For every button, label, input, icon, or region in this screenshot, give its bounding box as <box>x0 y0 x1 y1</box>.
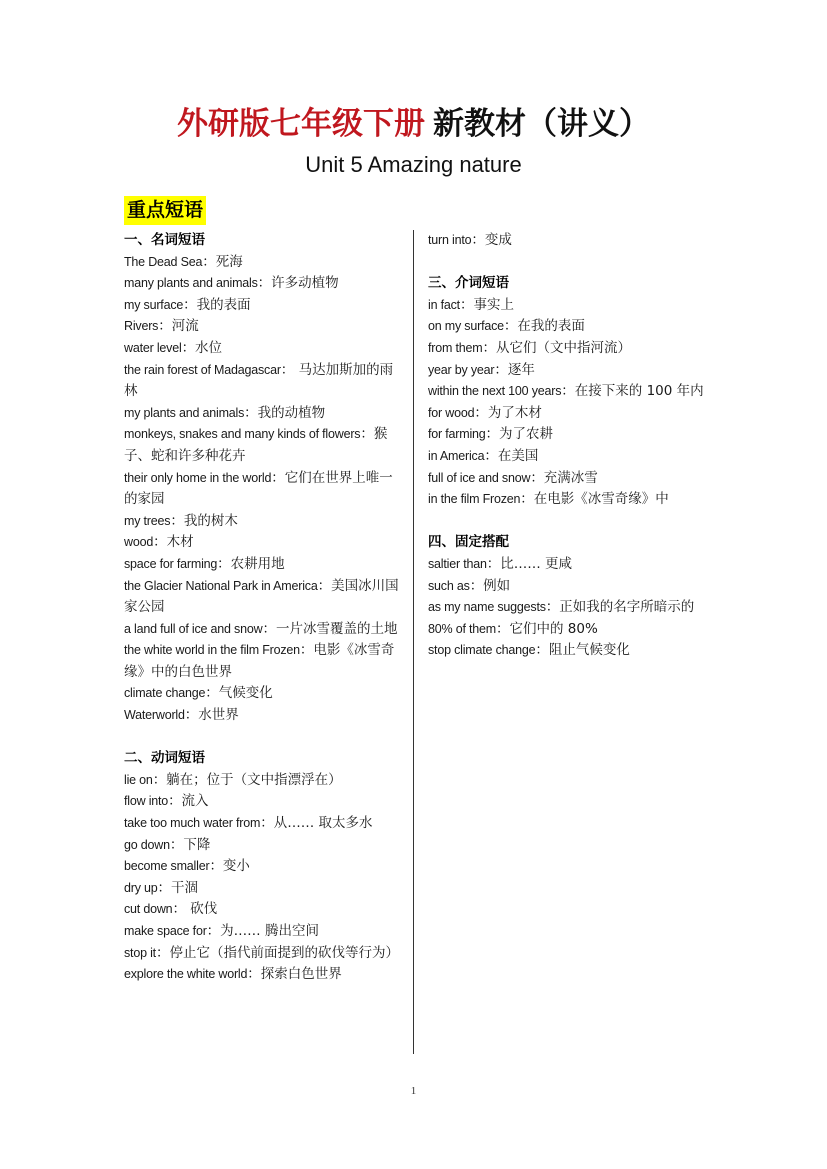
phrase-chinese: ：躺在；位于（文中指漂浮在） <box>152 771 342 788</box>
phrase-entry <box>124 403 402 425</box>
phrase-chinese: ：流入 <box>168 793 209 810</box>
phrase-english: wood <box>124 535 154 550</box>
phrase-english: for farming <box>428 427 486 442</box>
phrase-entry <box>124 813 402 835</box>
phrase-chinese: ：下降 <box>169 836 211 853</box>
phrase-entry <box>124 878 402 900</box>
phrase-chinese: ：从它们（文中指河流） <box>482 339 631 356</box>
phrase-entry <box>124 316 402 338</box>
phrase-english: monkeys, snakes and many kinds of flowers <box>124 427 361 442</box>
phrase-entry <box>124 964 402 986</box>
title-black-part: 新教材（讲义） <box>433 106 650 142</box>
phrase-english: The Dead Sea <box>124 254 203 269</box>
phrase-english: the white world in the film Frozen <box>124 643 300 658</box>
phrase-entry <box>124 683 402 705</box>
phrase-chinese: ：事实上 <box>459 296 514 313</box>
phrase-chinese: ：农耕用地 <box>217 555 285 572</box>
phrase-entry <box>428 338 708 360</box>
column-divider <box>413 230 414 1054</box>
phrase-chinese: ：比…… 更咸 <box>486 555 573 572</box>
section-title: 四、固定搭配 <box>428 534 509 551</box>
phrase-entry <box>124 273 402 295</box>
phrase-entry <box>428 230 708 252</box>
phrase-entry <box>428 403 708 425</box>
phrase-entry <box>428 468 708 490</box>
phrase-chinese: ：水位 <box>181 339 223 356</box>
phrase-entry <box>124 468 402 511</box>
section-spacer <box>428 511 708 533</box>
phrase-chinese: ：在美国 <box>484 447 539 464</box>
phrase-entry <box>428 489 708 511</box>
phrase-english: Rivers <box>124 319 159 334</box>
phrase-chinese: ：在我的表面 <box>503 318 585 335</box>
phrase-chinese: ：它们中的 80% <box>495 620 598 637</box>
phrase-entry <box>428 295 708 317</box>
phrase-chinese: ：电影《冰雪奇缘》中的白色世界 <box>124 642 395 680</box>
phrase-chinese: ：死海 <box>202 253 243 270</box>
phrase-chinese: ：我的动植物 <box>244 404 326 421</box>
phrase-entry <box>428 316 708 338</box>
phrase-entry <box>124 921 402 943</box>
phrase-english: year by year <box>428 362 495 377</box>
phrase-chinese: ：阻止气候变化 <box>535 642 630 659</box>
phrase-english: lie on <box>124 772 153 787</box>
phrase-chinese: ：探索白色世界 <box>247 966 342 983</box>
phrase-entry <box>124 619 402 641</box>
phrase-chinese: ： 马达加斯加的雨林 <box>124 361 394 400</box>
phrase-english: for wood <box>428 405 475 420</box>
phrase-english: as my name suggests <box>428 600 546 615</box>
section-spacer <box>124 727 402 749</box>
phrase-english: make space for <box>124 924 207 938</box>
left-column <box>124 230 402 986</box>
phrase-chinese: ：从…… 取太多水 <box>260 815 373 832</box>
phrase-english: stop it <box>124 945 156 960</box>
phrase-entry <box>124 511 402 533</box>
phrase-entry <box>124 899 402 921</box>
phrase-entry <box>124 576 402 619</box>
phrase-chinese: ：充满冰雪 <box>530 469 598 486</box>
phrase-chinese: ：水世界 <box>184 707 239 724</box>
phrase-english: dry up <box>124 880 158 895</box>
phrase-chinese: ：正如我的名字所暗示的 <box>545 599 695 616</box>
right-column <box>428 230 708 662</box>
section-title: 二、动词短语 <box>124 750 205 767</box>
phrase-chinese: ：停止它（指代前面提到的砍伐等行为） <box>155 944 399 961</box>
key-phrases-heading: 重点短语 <box>124 196 206 225</box>
phrase-english: their only home in the world <box>124 470 272 485</box>
phrase-english: turn into <box>428 233 472 247</box>
phrase-chinese: ：在电影《冰雪奇缘》中 <box>520 491 669 508</box>
phrase-entry <box>428 619 708 641</box>
phrase-chinese: ：变成 <box>471 232 512 248</box>
phrase-chinese: ：我的树木 <box>170 512 238 529</box>
phrase-chinese: ：气候变化 <box>205 685 273 702</box>
phrase-english: water level <box>124 340 182 355</box>
phrase-entry <box>124 791 402 813</box>
phrase-chinese: ：例如 <box>469 577 511 594</box>
phrase-english: my trees <box>124 513 171 528</box>
phrase-english: take too much water from <box>124 816 261 831</box>
phrase-chinese: ：为了木材 <box>474 404 542 421</box>
phrase-chinese: ： 砍伐 <box>172 901 218 918</box>
phrase-chinese: ：河流 <box>158 318 199 335</box>
phrase-chinese: ：我的表面 <box>183 296 251 313</box>
phrase-english: space for farming <box>124 556 218 571</box>
phrase-entry <box>428 597 708 619</box>
phrase-chinese: ：为…… 腾出空间 <box>206 923 319 939</box>
title-red-part: 外研版七年级下册 <box>177 106 425 142</box>
phrase-english: many plants and animals <box>124 276 258 291</box>
phrase-english: in the film Frozen <box>428 492 521 507</box>
phrase-chinese: ：猴子、蛇和许多种花卉 <box>124 426 388 464</box>
phrase-chinese: ：变小 <box>209 858 250 875</box>
phrase-english: stop climate change <box>428 643 536 658</box>
phrase-entry <box>124 705 402 727</box>
phrase-chinese: ：它们在世界上唯一的家园 <box>124 469 393 508</box>
phrase-chinese: ：在接下来的 100 年内 <box>561 383 704 400</box>
phrase-english: in America <box>428 448 485 463</box>
phrase-entry <box>124 856 402 878</box>
phrase-english: full of ice and snow <box>428 470 531 485</box>
phrase-english: the rain forest of Madagascar <box>124 362 281 377</box>
phrase-english: such as <box>428 578 470 593</box>
phrase-chinese: ：许多动植物 <box>257 275 339 292</box>
phrase-english: my surface <box>124 297 184 312</box>
phrase-english: become smaller <box>124 859 210 874</box>
phrase-chinese: ：为了农耕 <box>485 426 554 443</box>
phrase-english: flow into <box>124 794 169 809</box>
phrase-english: 80% of them <box>428 621 496 636</box>
phrase-entry <box>428 360 708 382</box>
section-spacer <box>428 252 708 274</box>
phrase-english: go down <box>124 837 170 852</box>
phrase-chinese: ：木材 <box>153 534 194 551</box>
phrase-entry <box>124 835 402 857</box>
phrase-english: climate change <box>124 686 206 701</box>
phrase-english: on my surface <box>428 319 504 334</box>
phrase-entry <box>124 338 402 360</box>
page-number: 1 <box>410 1085 417 1097</box>
phrase-english: within the next 100 years <box>428 384 562 399</box>
phrase-entry <box>428 446 708 468</box>
phrase-entry <box>124 295 402 317</box>
phrase-entry <box>124 554 402 576</box>
phrase-english: cut down <box>124 902 173 917</box>
phrase-entry <box>428 640 708 662</box>
phrase-entry <box>124 252 402 274</box>
phrase-english: in fact <box>428 297 460 312</box>
phrase-english: explore the white world <box>124 967 248 982</box>
phrase-entry <box>124 640 402 683</box>
phrase-chinese: ：干涸 <box>157 879 199 896</box>
phrase-entry <box>124 360 402 403</box>
phrase-english: from them <box>428 340 483 355</box>
phrase-english: my plants and animals <box>124 405 245 420</box>
section-title: 三、介词短语 <box>428 275 509 292</box>
phrase-entry <box>124 770 402 792</box>
phrase-english: a land full of ice and snow <box>124 621 263 636</box>
phrase-entry <box>124 943 402 965</box>
phrase-entry <box>428 554 708 576</box>
document-title <box>0 104 827 144</box>
phrase-english: the Glacier National Park in America <box>124 578 318 593</box>
phrase-english: Waterworld <box>124 708 185 723</box>
phrase-chinese: ：美国冰川国家公园 <box>124 577 399 616</box>
phrase-entry <box>428 576 708 598</box>
phrase-entry <box>124 532 402 554</box>
phrase-english: saltier than <box>428 556 487 571</box>
phrase-entry <box>428 381 708 403</box>
unit-subtitle: Unit 5 Amazing nature <box>305 152 522 177</box>
phrase-entry <box>124 424 402 467</box>
phrase-entry <box>428 424 708 446</box>
phrase-chinese: ：一片冰雪覆盖的土地 <box>262 620 398 637</box>
section-title: 一、名词短语 <box>124 232 205 248</box>
phrase-chinese: ：逐年 <box>494 361 535 378</box>
